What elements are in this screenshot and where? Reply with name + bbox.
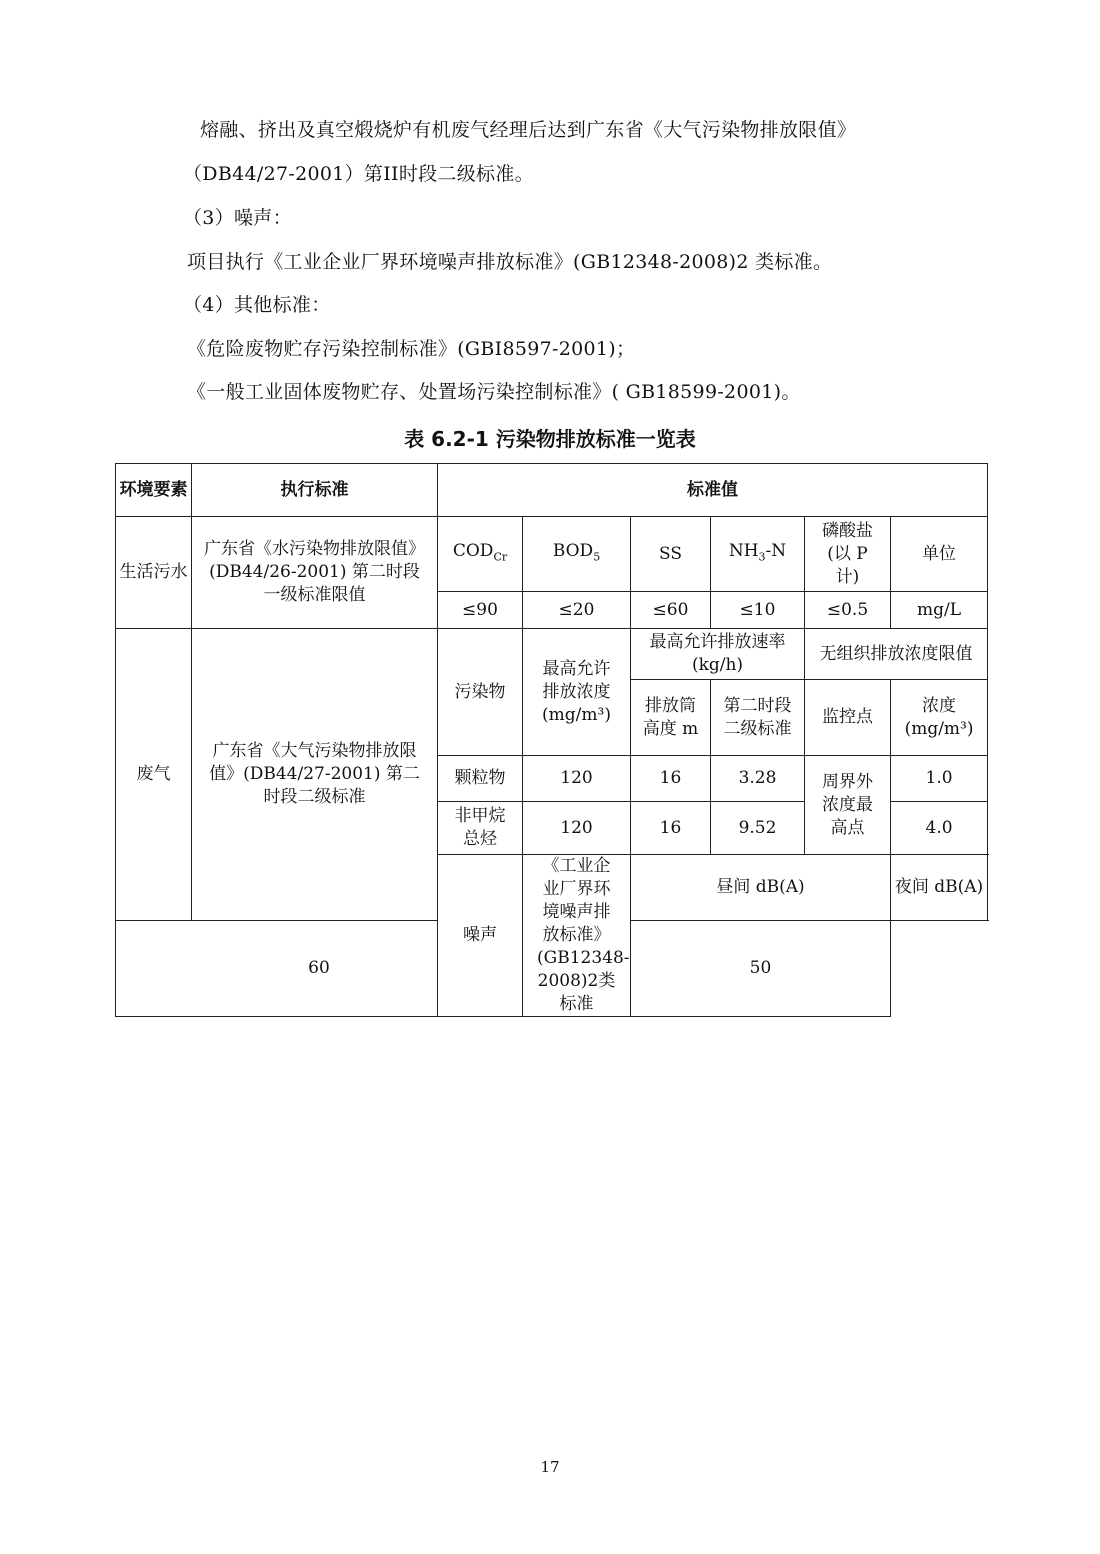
stack-height-label: 排放筒高度 m [631, 680, 711, 756]
height-particulate: 16 [631, 756, 711, 802]
paragraph-noise-heading: （3）噪声： [183, 207, 292, 229]
rate-particulate: 3.28 [711, 756, 805, 802]
conc-particulate: 120 [523, 756, 631, 802]
unit-value: mg/L [891, 592, 988, 629]
nh3n-value: ≤10 [711, 592, 805, 629]
pollutant-nmhc: 非甲烷总烃 [438, 802, 523, 855]
ss-value: ≤60 [631, 592, 711, 629]
noise-day-label: 昼间 dB(A) [631, 855, 891, 921]
bod-label: $BOD_5$ [523, 517, 631, 592]
table-header-row [116, 464, 988, 517]
unorganized-limit-label: 无组织排放浓度限值 [805, 629, 988, 680]
paragraph-hazardous-waste: 《危险废物贮存污染控制标准》(GBI8597-2001)； [187, 338, 636, 360]
table-caption: 表 6.2-1 污染物排放标准一览表 [404, 427, 696, 451]
monitor-point-value: 周界外浓度最高点 [805, 756, 891, 855]
noise-element: 噪声 [438, 855, 523, 1017]
conc-nmhc: 120 [523, 802, 631, 855]
monitor-point-label: 监控点 [805, 680, 891, 756]
paragraph-noise-standard: 项目执行《工业企业厂界环境噪声排放标准》(GB12348-2008)2 类标准。 [187, 251, 833, 273]
exhaust-standard: 广东省《大气污染物排放限值》(DB44/27-2001) 第二时段二级标准 [192, 629, 438, 921]
max-rate-label: 最高允许排放速率(kg/h) [631, 629, 805, 680]
pollutant-particulate: 颗粒物 [438, 756, 523, 802]
nh3n-label: $NH_3-N$ [711, 517, 805, 592]
exhaust-header-row [116, 629, 988, 680]
noise-night-value: 50 [631, 920, 891, 1016]
phosphate-label: 磷酸盐(以 P 计) [805, 517, 891, 592]
max-concentration-label: 最高允许排放浓度(mg/m³) [523, 629, 631, 756]
paragraph-other-heading: （4）其他标准： [183, 294, 331, 316]
noise-day-value: 60 [116, 920, 523, 1016]
wastewater-standard: 广东省《水污染物排放限值》(DB44/26-2001) 第二时段一级标准限值 [192, 517, 438, 629]
wastewater-element: 生活污水 [116, 517, 192, 629]
page-number: 17 [540, 1458, 560, 1476]
wastewater-label-row [116, 517, 988, 592]
limit-nmhc: 4.0 [891, 802, 988, 855]
emission-standards-table [115, 463, 988, 1017]
cod-label: $COD_{Cr}$ [438, 517, 523, 592]
limit-particulate: 1.0 [891, 756, 988, 802]
paragraph-solid-waste: 《一般工业固体废物贮存、处置场污染控制标准》( GB18599-2001)。 [187, 381, 801, 403]
paragraph-exhaust-standard: 熔融、挤出及真空煅烧炉有机废气经理后达到广东省《大气污染物排放限值》 [200, 119, 857, 141]
paragraph-exhaust-standard-cont: （DB44/27-2001）第II时段二级标准。 [183, 163, 534, 185]
second-period-label: 第二时段二级标准 [711, 680, 805, 756]
noise-standard: 《工业企业厂界环境噪声排放标准》(GB12348-2008)2类标准 [523, 855, 631, 1017]
pollutant-label: 污染物 [438, 629, 523, 756]
rate-nmhc: 9.52 [711, 802, 805, 855]
concentration-label: 浓度(mg/m³) [891, 680, 988, 756]
exhaust-element: 废气 [116, 629, 192, 921]
ss-label: SS [631, 517, 711, 592]
header-standard: 执行标准 [192, 464, 438, 517]
height-nmhc: 16 [631, 802, 711, 855]
header-element: 环境要素 [116, 464, 192, 517]
header-value: 标准值 [438, 464, 988, 517]
noise-night-label: 夜间 dB(A) [891, 855, 988, 921]
cod-value: ≤90 [438, 592, 523, 629]
unit-label: 单位 [891, 517, 988, 592]
bod-value: ≤20 [523, 592, 631, 629]
phosphate-value: ≤0.5 [805, 592, 891, 629]
